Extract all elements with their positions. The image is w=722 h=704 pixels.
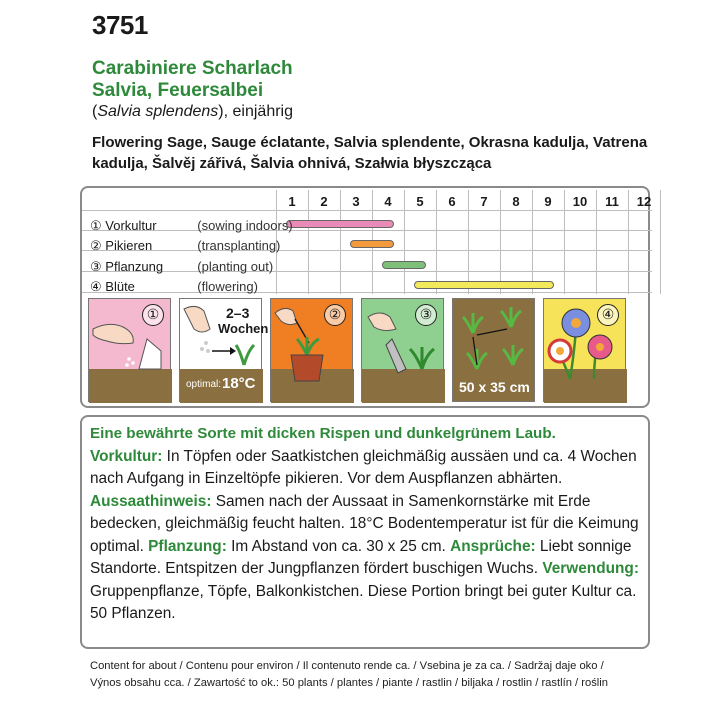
optimal-label: optimal: <box>186 379 222 390</box>
variety-description: Eine bewährte Sorte mit dicken Rispen und dunkelgrünem Laub. <box>90 425 556 442</box>
row-de-2: Pikieren <box>105 238 153 253</box>
month-label-10: 10 <box>572 194 588 209</box>
row-de-3: Pflanzung <box>105 259 164 274</box>
step-2-badge: ② <box>324 304 346 326</box>
step-transplanting-tile <box>270 298 353 402</box>
verwendung-label: Verwendung: <box>542 560 639 577</box>
step-1-badge: ① <box>142 304 164 326</box>
row-num-4: ④ <box>90 279 102 294</box>
row-de-1: Vorkultur <box>105 218 157 233</box>
ansprueche-text: Liebt sonnige Standorte. Entspitzen der Jungpflanzen fördert buschigen Wuchs. <box>90 537 632 577</box>
product-code: 3751 <box>92 10 148 40</box>
step-3-badge: ③ <box>415 304 437 326</box>
verwendung-text: Gruppenpflanze, Töpfe, Balkonkistchen. Diese Portion bringt bei guter Kultur ca. 50 Pflanzen. <box>90 582 637 622</box>
row-en-1: (sowing indoors) <box>197 218 293 233</box>
common-names-line1: Flowering Sage, Sauge éclatante, Salvia splendente, Okrasna kadulja, Vatrena <box>92 134 648 151</box>
vorkultur-label: Vorkultur: <box>90 447 163 465</box>
latin-species: Salvia splendens <box>97 103 219 120</box>
pflanzung-label: Pflanzung: <box>148 537 227 555</box>
step-spacing-tile <box>452 298 535 402</box>
pflanzung-text: Im Abstand von ca. 30 x 25 cm. <box>226 537 446 555</box>
row-label-bluete <box>90 279 258 295</box>
weeks-label: Wochen <box>218 321 269 336</box>
month-label-7: 7 <box>480 194 488 209</box>
footer-line-2: Výnos obsahu cca. / Zawartość to ok.: 50 plants / plantes / piante / rastlin / biljaka / rostlin / rastlín / roślin <box>90 677 608 689</box>
month-label-8: 8 <box>512 194 520 209</box>
step-planting-tile <box>361 298 444 402</box>
plant-spacing: 50 x 35 cm <box>459 379 530 395</box>
cultivation-info <box>80 415 650 649</box>
month-label-9: 9 <box>544 194 552 209</box>
row-label-pflanzung <box>90 259 273 275</box>
aussaat-text: Samen nach der Aussaat in Samenkornstärke mit Erde bedecken, gleichmäßig feucht halten. 18°C Bodentemperatur ist für die Keimung optimal. <box>90 492 639 555</box>
month-label-3: 3 <box>352 194 360 209</box>
month-label-4: 4 <box>384 194 392 209</box>
row-en-2: (transplanting) <box>197 238 281 253</box>
calendar-bar-pflanzung <box>382 261 426 269</box>
step-sowing-tile <box>88 298 171 402</box>
calendar-grid-column-line <box>660 190 661 294</box>
month-label-11: 11 <box>605 194 619 209</box>
ansprueche-label: Ansprüche: <box>450 537 536 555</box>
cultivation-text <box>90 446 640 626</box>
month-label-6: 6 <box>448 194 456 209</box>
row-num-1: ① <box>90 218 102 233</box>
calendar-bar-vorkultur <box>286 220 394 228</box>
footer-line-1: Content for about / Contenu pour environ / Il contenuto rende ca. / Vsebina je za ca. / Sadržaj daje oko / <box>90 660 604 672</box>
month-label-1: 1 <box>288 194 296 209</box>
calendar-bar-blüte <box>414 281 554 289</box>
month-label-5: 5 <box>416 194 424 209</box>
step-4-badge: ④ <box>597 304 619 326</box>
month-label-2: 2 <box>320 194 328 209</box>
row-en-4: (flowering) <box>197 279 258 294</box>
row-en-3: (planting out) <box>197 259 274 274</box>
row-num-3: ③ <box>90 259 102 274</box>
step-flowering-tile <box>543 298 626 402</box>
plant-title: Salvia, Feuersalbei <box>92 80 264 101</box>
aussaat-label: Aussaathinweis: <box>90 492 212 510</box>
optimal-temperature: 18°C <box>222 375 256 392</box>
latin-name: (Salvia splendens), einjährig <box>92 103 293 120</box>
month-label-12: 12 <box>636 194 652 209</box>
calendar-grid-row-line <box>82 210 652 211</box>
weeks-range: 2–3 <box>226 305 250 321</box>
latin-suffix: ), einjährig <box>218 103 293 120</box>
growing-calendar <box>80 186 650 408</box>
row-de-4: Blüte <box>105 279 135 294</box>
common-names <box>92 132 652 174</box>
row-num-2: ② <box>90 238 102 253</box>
variety-title: Carabiniere Scharlach <box>92 58 293 79</box>
vorkultur-text: In Töpfen oder Saatkistchen gleichmäßig aussäen und ca. 4 Wochen nach Aufgang in Einzeltöpfe pikieren. Vor dem Auspflanzen abhärten. <box>90 447 637 487</box>
calendar-bar-pikieren <box>350 240 394 248</box>
row-label-vorkultur <box>90 218 293 234</box>
step-germination-tile <box>179 298 269 402</box>
row-label-pikieren <box>90 238 280 254</box>
content-quantity-footer <box>90 658 690 692</box>
common-names-line2: kadulja, Šalvěj zářivá, Šalvia ohnivá, Szałwia błyszcząca <box>92 155 492 172</box>
